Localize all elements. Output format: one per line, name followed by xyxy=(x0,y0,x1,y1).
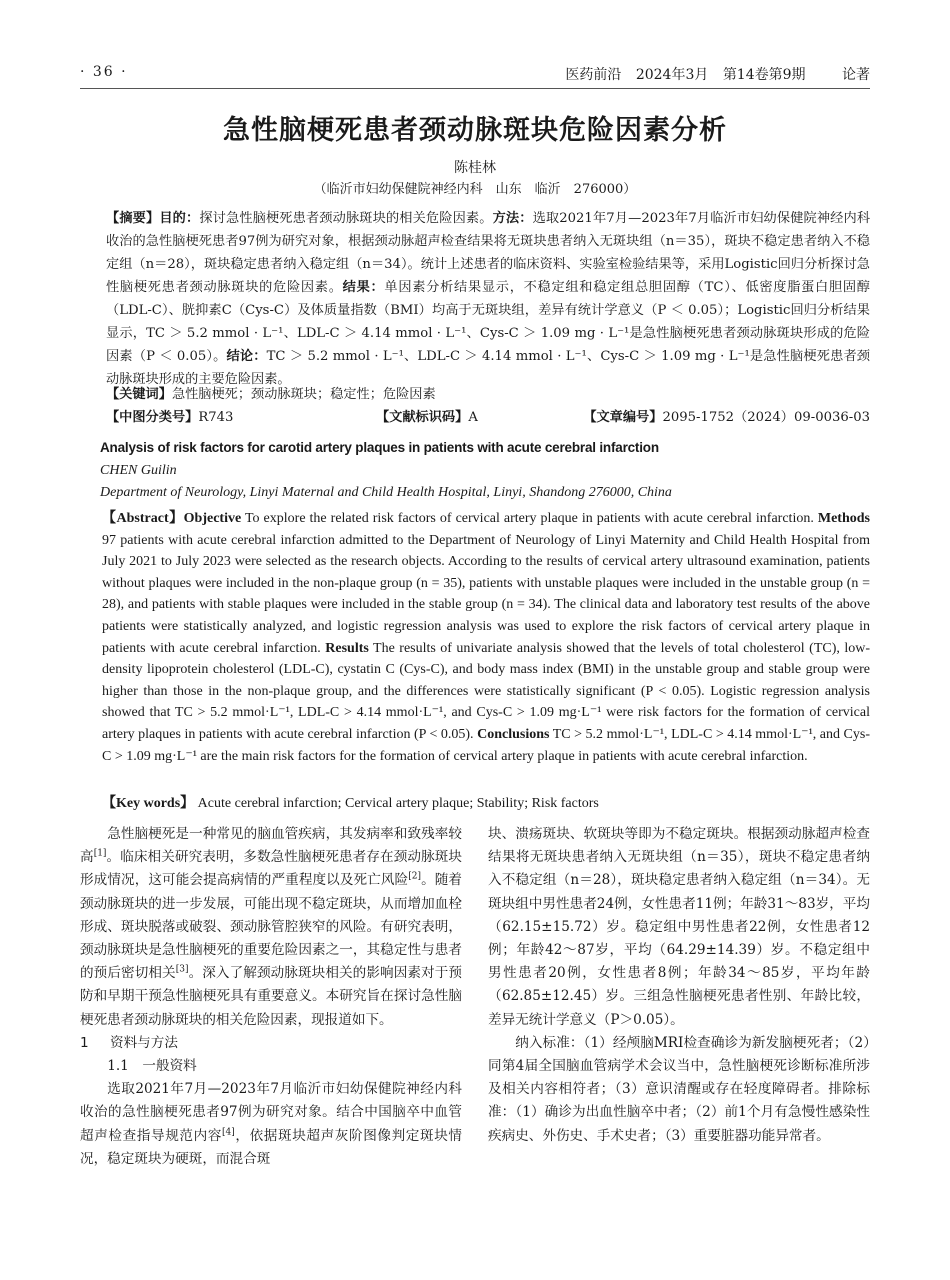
classification-row xyxy=(106,407,870,429)
keywords-en-label: 【Key words】 xyxy=(102,796,195,811)
section-heading xyxy=(80,1032,462,1055)
objective-text: 探讨急性脑梗死患者颈动脉斑块的相关危险因素。 xyxy=(199,211,493,226)
article-number-field xyxy=(583,407,870,429)
section-number: 1 xyxy=(80,1034,89,1051)
author: 陈桂林 xyxy=(454,160,496,176)
journal-date: 2024年3月 xyxy=(635,67,709,83)
abstract-en xyxy=(80,508,870,767)
keywords-label: 【关键词】 xyxy=(106,387,172,402)
keywords-text: 急性脑梗死；颈动脉斑块；稳定性；危险因素 xyxy=(171,387,436,402)
body-right-column xyxy=(488,823,870,1148)
affiliation: （临沂市妇幼保健院神经内科 山东 临沂 276000） xyxy=(313,182,637,197)
clc-field xyxy=(106,410,233,425)
conclusions-en-label: Conclusions xyxy=(477,726,550,742)
doc-code-value: A xyxy=(468,410,478,425)
english-author: CHEN Guilin xyxy=(100,463,177,478)
abstract-en-label: 【Abstract】 xyxy=(102,511,184,526)
intro-paragraph: 急性脑梗死是一种常见的脑血管疾病，其发病率和致残率较高[1]。临床相关研究表明，多数急性脑梗死患者存在颈动脉斑块形成情况，这可能会提高病情的严重程度以及死亡风险[2]。随着颈动脉斑块的进一步发展，可能出现不稳定斑块，从而增加血栓形成、斑块脱落或破裂、颈动脉管腔狭窄的风险。有研究表明，颈动脉斑块是急性脑梗死的重要危险因素之一，其稳定性与患者的预后密切相关[3]。深入了解颈动脉斑块相关的影响因素对于预防和早期干预急性脑梗死具有重要意义。本研究旨在探讨急性脑梗死患者颈动脉斑块的相关危险因素，现报道如下。 xyxy=(80,826,463,1028)
methods-en-text: 97 patients with acute cerebral infarction admitted to the Department of Neurology of Linyi Maternity and Child Health Hospital from July 2021 to July 2023 were selected as the research objects. According to the results of cervical artery ultrasound examination, patients without plaques were included in the non-plaque group (n = 35), patients with unstable plaques were included in the unstable group (n = 28), and patients with stable plaques were included in the stable group (n = 34). The clinical data and laboratory test results of the above patients were statistically analyzed, and logistic regression analysis was used to explore the risk factors of cervical artery plaque in patients with acute cerebral infarction. xyxy=(102,532,870,656)
methods-text: 选取2021年7月—2023年7月临沂市妇幼保健院神经内科收治的急性脑梗死患者97例为研究对象，根据颈动脉超声检查结果将无斑块患者纳入无斑块组（n＝35），斑块不稳定患者纳入不稳定组（n＝28），斑块稳定患者纳入稳定组（n＝34）。统计上述患者的临床资料、实验室检验结果等，采用Logistic回归分析探讨急性脑梗死患者颈动脉斑块的危险因素。 xyxy=(106,211,871,295)
clc-label: 【中图分类号】 xyxy=(106,410,199,425)
methods-en-label: Methods xyxy=(817,511,870,526)
abstract-label: 【摘要】 xyxy=(106,211,160,226)
conclusions-en-text: TC > 5.2 mmol·L⁻¹, LDL-C > 4.14 mmol·L⁻¹, and Cys-C > 1.09 mg·L⁻¹ are the main risk factors for the formation of cervical artery plaque in patients with acute cerebral infarction. xyxy=(102,726,870,764)
results-en-label: Results xyxy=(325,640,369,656)
body-left-column xyxy=(80,823,462,1171)
criteria-paragraph: 纳入标准：（1）经颅脑MRI检查确诊为新发脑梗死者；（2）同第4届全国脑血管病学术会议当中，急性脑梗死诊断标准所涉及相关内容相符者；（3）意识清醒或存在轻度障碍者。排除标准：（1）确诊为出血性脑卒中者；（2）前1个月有急慢性感染性疾病史、外伤史、手术史者；（3）重要脏器功能异常者。 xyxy=(488,1034,870,1144)
clc-value: R743 xyxy=(198,410,234,425)
results-en-text: The results of univariate analysis showed that the levels of total cholesterol (TC), low-density lipoprotein cholesterol (LDL-C), cystatin C (Cys-C), and body mass index (BMI) in the unstable group and stable group were higher than those in the non-plaque group, and the differences were statistically significant (P < 0.05). Logistic regression analysis showed that TC > 5.2 mmol·L⁻¹, LDL-C > 4.14 mmol·L⁻¹, and Cys-C > 1.09 mg·L⁻¹ were risk factors for the formation of cervical artery plaques in patients with acute cerebral infarction (P < 0.05). xyxy=(102,640,870,742)
english-title: Analysis of risk factors for carotid artery plaques in patients with acute cerebral infarction xyxy=(100,440,659,455)
conclusion-text: TC ＞ 5.2 mmol · L⁻¹、LDL-C ＞ 4.14 mmol · L⁻¹、Cys-C ＞ 1.09 mg · L⁻¹是急性脑梗死患者颈动脉斑块形成的主要危险因素。 xyxy=(106,349,870,387)
english-affiliation: Department of Neurology, Linyi Maternal and Child Health Hospital, Linyi, Shandong 276000, China xyxy=(100,485,672,500)
objective-en-text: To explore the related risk factors of cervical artery plaque in patients with acute cerebral infarction. xyxy=(241,511,818,526)
conclusion-label: 结论： xyxy=(226,349,267,364)
article-number-label: 【文章编号】 xyxy=(583,410,663,425)
page-number: · 36 · xyxy=(80,64,128,80)
results-text: 单因素分析结果显示，不稳定组和稳定组总胆固醇（TC）、低密度脂蛋白胆固醇（LDL-C）、胱抑素C（Cys-C）及体质量指数（BMI）均高于无斑块组，差异有统计学意义（P ＜ 0.05）；Logistic回归分析结果显示，TC ＞ 5.2 mmol · L⁻¹、LDL-C ＞ 4.14 mmol · L⁻¹、Cys-C ＞ 1.09 mg · L⁻¹是急性脑梗死患者颈动脉斑块形成的危险因素（P ＜ 0.05）。 xyxy=(106,280,870,364)
journal-name: 医药前沿 xyxy=(565,67,622,83)
keywords-en-text: Acute cerebral infarction; Cervical artery plaque; Stability; Risk factors xyxy=(194,796,599,811)
objective-label: 目的： xyxy=(159,211,200,226)
body-paragraph-continued: 块、溃疡斑块、软斑块等即为不稳定斑块。根据颈动脉超声检查结果将无斑块患者纳入无斑块组（n＝35），斑块不稳定患者纳入不稳定组（n＝28），斑块稳定患者纳入稳定组（n＝34）。无斑块组中男性患者24例，女性患者11例；年龄31～83岁，平均（62.15±15.72）岁。稳定组中男性患者22例，女性患者12例；年龄42～87岁，平均（64.29±14.39）岁。不稳定组中男性患者20例，女性患者8例；年龄34～85岁，平均年龄（62.85±12.45）岁。三组急性脑梗死患者性别、年龄比较，差异无统计学意义（P＞0.05）。 xyxy=(488,826,870,1028)
keywords-en xyxy=(102,792,599,812)
paper-title: 急性脑梗死患者颈动脉斑块危险因素分析 xyxy=(223,115,727,146)
doc-code-label: 【文献标识码】 xyxy=(376,410,469,425)
journal-info xyxy=(555,64,870,84)
body-paragraph: 选取2021年7月—2023年7月临沂市妇幼保健院神经内科收治的急性脑梗死患者97例为研究对象。结合中国脑卒中血管超声检查指导规范内容[4]，依据斑块超声灰阶图像判定斑块情况，稳定斑块为硬斑，而混合斑 xyxy=(80,1081,463,1167)
subsection-heading: 1.1 一般资料 xyxy=(107,1058,197,1075)
section-title: 资料与方法 xyxy=(110,1034,178,1051)
running-header xyxy=(80,62,870,89)
abstract-cn xyxy=(80,207,870,391)
methods-label: 方法： xyxy=(492,211,533,226)
keywords-cn xyxy=(106,384,870,406)
article-type: 论著 xyxy=(842,67,870,83)
objective-en-label: Objective xyxy=(183,511,242,526)
doc-code-field xyxy=(376,407,478,429)
journal-issue: 第14卷第9期 xyxy=(722,67,806,83)
article-number-value: 2095-1752（2024）09-0036-03 xyxy=(662,410,870,425)
results-label: 结果： xyxy=(342,280,385,295)
